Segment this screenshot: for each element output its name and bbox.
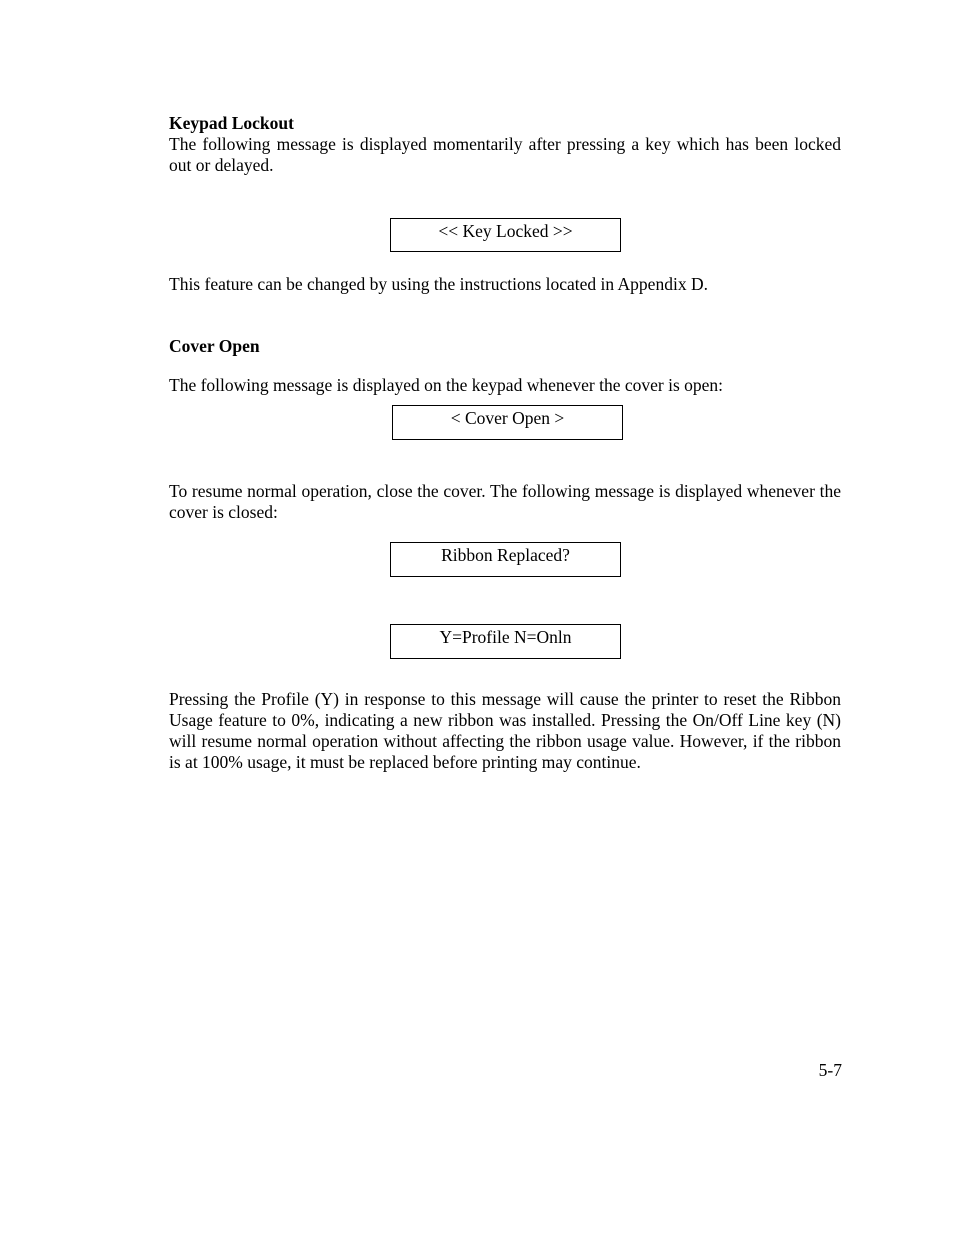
cover-open-explanation: Pressing the Profile (Y) in response to this message will cause the printer to reset the Ribbon Usage feature to 0%, indicating a new ribbon was installed. Pressing the On/Off Line key (N) will resume normal operation without affecting the ribbon usage value. However, if the ribbon is at 100% usage, it must be replaced before printing may continue. xyxy=(169,689,841,772)
cover-open-heading: Cover Open xyxy=(169,336,260,356)
profile-online-message-box: Y=Profile N=Onln xyxy=(390,624,621,659)
page-number: 5-7 xyxy=(818,1060,842,1080)
keypad-lockout-heading: Keypad Lockout xyxy=(169,113,294,133)
cover-open-resume-text: To resume normal operation, close the cover. The following message is displayed whenever the cover is closed: xyxy=(169,481,841,522)
keypad-lockout-intro: The following message is displayed momentarily after pressing a key which has been locked out or delayed. xyxy=(169,134,841,175)
key-locked-message-box: << Key Locked >> xyxy=(390,218,621,252)
cover-open-intro: The following message is displayed on the keypad whenever the cover is open: xyxy=(169,375,724,395)
ribbon-replaced-message-box: Ribbon Replaced? xyxy=(390,542,621,577)
keypad-lockout-note: This feature can be changed by using the instructions located in Appendix D. xyxy=(169,274,708,294)
cover-open-message-box: < Cover Open > xyxy=(392,405,623,440)
